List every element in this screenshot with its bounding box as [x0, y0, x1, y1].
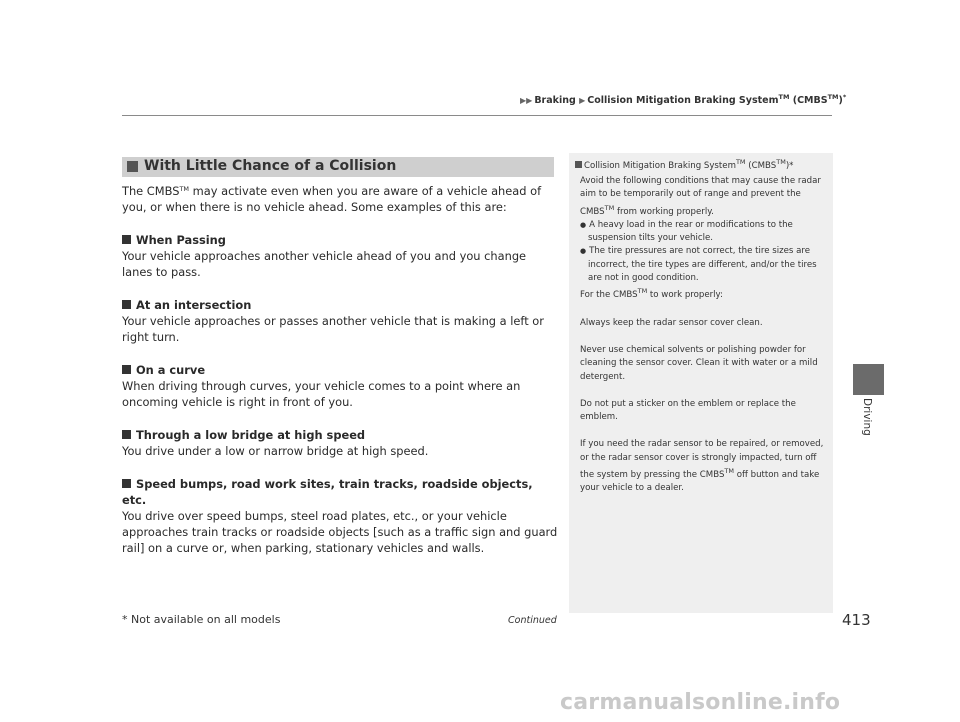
- section-body: [122, 181, 558, 556]
- header-divider: [122, 115, 832, 116]
- note-paragraph: Do not put a sticker on the emblem or replace the emblem.: [580, 398, 796, 423]
- example-heading: On a curve: [122, 362, 558, 378]
- side-note-box: [569, 153, 833, 613]
- breadcrumb: [520, 93, 846, 106]
- reference-square-icon: [575, 161, 582, 168]
- example-heading: Speed bumps, road work sites, train tracks, roadside objects, etc.: [122, 477, 533, 507]
- example-heading: Through a low bridge at high speed: [122, 427, 558, 443]
- note-paragraph: If you need the radar sensor to be repaired, or removed, or the radar sensor cover is strongly impacted, turn off the system by pressing the CMBS™ off button and take your vehicle to a dealer.: [580, 439, 824, 494]
- breadcrumb-cmbs[interactable]: Collision Mitigation Braking System™ (CMBS™)*: [587, 93, 847, 106]
- footnote: * Not available on all models: [122, 613, 281, 626]
- arrow-icon: ▶▶: [520, 96, 533, 105]
- example-heading: At an intersection: [122, 297, 558, 313]
- chapter-label-text: Driving: [861, 398, 873, 436]
- intro-paragraph: The CMBS™ may activate even when you are aware of a vehicle ahead of you, or when there is no vehicle ahead. Some examples of this are:: [122, 184, 542, 214]
- example-text: Your vehicle approaches another vehicle ahead of you and you change lanes to pass.: [122, 249, 527, 279]
- example-text: You drive over speed bumps, steel road plates, etc., or your vehicle approaches train tracks or roadside objects [such as a traffic sign and guard rail] on a curve or, when parking, stationary vehicles and walls.: [122, 509, 558, 555]
- section-heading: [122, 157, 554, 177]
- note-paragraph: Always keep the radar sensor cover clean.: [580, 317, 763, 328]
- chapter-tab-label: [851, 398, 887, 458]
- note-bullet: ● A heavy load in the rear or modifications to the suspension tilts your vehicle.: [580, 219, 830, 246]
- section-square-icon: [127, 161, 138, 172]
- bullet-square-icon: [122, 430, 131, 439]
- breadcrumb-braking[interactable]: Braking: [534, 95, 576, 106]
- note-bullet: ● The tire pressures are not correct, the tire sizes are incorrect, the tire types are different, and/or the tires are not in good condition.: [580, 245, 830, 285]
- section-title: With Little Chance of a Collision: [144, 158, 397, 174]
- arrow-icon: ▶: [579, 96, 586, 105]
- note-body: [580, 175, 830, 510]
- bullet-square-icon: [122, 235, 131, 244]
- note-paragraph: For the CMBS™ to work properly:: [580, 287, 723, 301]
- continued-label: Continued: [508, 615, 557, 626]
- example-text: When driving through curves, your vehicle comes to a point where an oncoming vehicle is right in front of you.: [122, 379, 521, 409]
- note-paragraph: Never use chemical solvents or polishing powder for cleaning the sensor cover. Clean it with water or a mild detergent.: [580, 344, 818, 382]
- bullet-square-icon: [122, 365, 131, 374]
- chapter-tab-marker: [853, 364, 884, 395]
- example-text: Your vehicle approaches or passes another vehicle that is making a left or right turn.: [122, 314, 544, 344]
- bullet-square-icon: [122, 300, 131, 309]
- bullet-square-icon: [122, 479, 131, 488]
- example-heading: When Passing: [122, 232, 558, 248]
- watermark: carmanualsonline.info: [560, 690, 841, 715]
- note-title[interactable]: Collision Mitigation Braking System™ (CMBS™)*: [575, 158, 793, 171]
- note-paragraph: Avoid the following conditions that may cause the radar aim to be temporarily out of range and prevent the CMBS™ from working properly.: [580, 176, 821, 217]
- page-number: 413: [842, 611, 871, 629]
- example-text: You drive under a low or narrow bridge at high speed.: [122, 444, 429, 458]
